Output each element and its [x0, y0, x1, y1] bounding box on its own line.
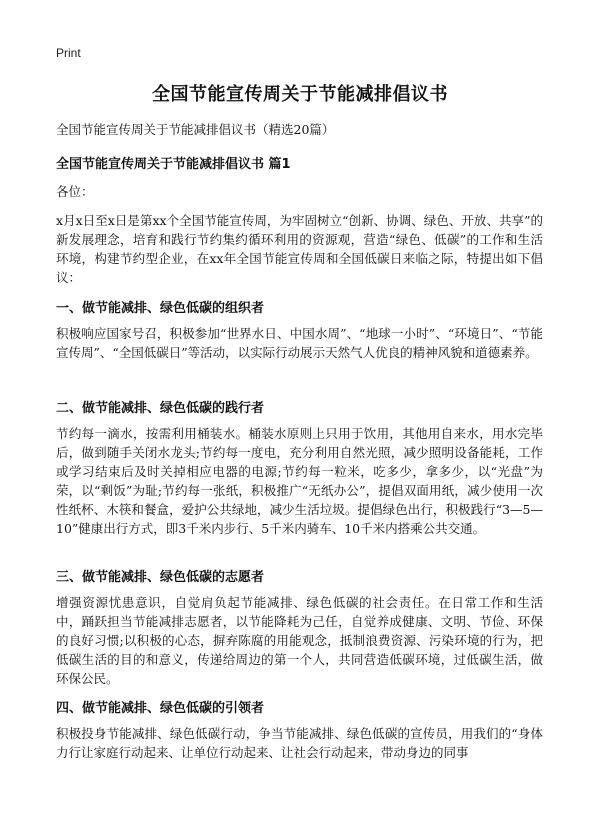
section-body-2: 节约每一滴水，按需利用桶装水。桶装水原则上只用于饮用，其他用自来水，用水完毕后，做到随手关闭水龙头;节约每一度电，充分利用自然光照，减少照明设备能耗，工作或学习结束后及时关掉相应电器的电源;节约每一粒米，吃多少，拿多少，以“光盘”为荣，以“剩饭”为耻;节约每一张纸，积极推广“无纸办公”，提倡双面用纸，减少使用一次性纸杯、木筷和餐盒，爱护公共绿地，减少生活垃圾。提倡绿色出行，积极践行“3—5—10”健康出行方式，即3千米内步行、5千米内骑车、10千米内搭乘公共交通。	[56, 426, 543, 536]
section-body-4: 积极投身节能减排、绿色低碳行动，争当节能减排、绿色低碳的宣传员，用我们的“身体力行让家庭行动起来、让单位行动起来、让社会行动起来，带动身边的同事	[56, 726, 543, 760]
intro-paragraph: x月x日至x日是第xx个全国节能宣传周，为牢固树立“创新、协调、绿色、开放、共享”的新发展理念，培育和践行节约集约循环利用的资源观，营造“绿色、低碳”的工作和生活环境，构建节约型企业，在xx年全国节能宣传周和全国低碳日来临之际，特提出如下倡议：	[56, 213, 543, 285]
document-subtitle: 全国节能宣传周关于节能减排倡议书（精选20篇）	[56, 122, 335, 137]
print-link[interactable]: Print	[56, 46, 81, 60]
section-heading-3: 三、做节能减排、绿色低碳的志愿者	[56, 570, 265, 585]
section-heading-1: 一、做节能减排、绿色低碳的组织者	[56, 301, 265, 316]
salutation: 各位：	[56, 184, 94, 199]
section-heading-2: 二、做节能减排、绿色低碳的践行者	[56, 401, 265, 416]
article-heading: 全国节能宣传周关于节能减排倡议书 篇1	[56, 157, 291, 172]
section-body-1: 积极响应国家号召，积极参加“世界水日、中国水周”、“地球一小时”、“环境日”、“节能宣传周”、“全国低碳日”等活动，以实际行动展示天然气人优良的精神风貌和道德素养。	[56, 326, 543, 360]
section-body-3: 增强资源忧患意识，自觉肩负起节能减排、绿色低碳的社会责任。在日常工作和生活中，踊跃担当节能减排志愿者，以节能降耗为己任，自觉养成健康、文明、节俭、环保的良好习惯;以积极的心态，摒弃陈腐的用能观念，抵制浪费资源、污染环境的行为，把低碳生活的目的和意义，传递给周边的第一个人，共同营造低碳环境，过低碳生活，做环保公民。	[56, 595, 543, 686]
document-title: 全国节能宣传周关于节能减排倡议书	[152, 84, 448, 105]
section-heading-4: 四、做节能减排、绿色低碳的引领者	[56, 701, 265, 716]
